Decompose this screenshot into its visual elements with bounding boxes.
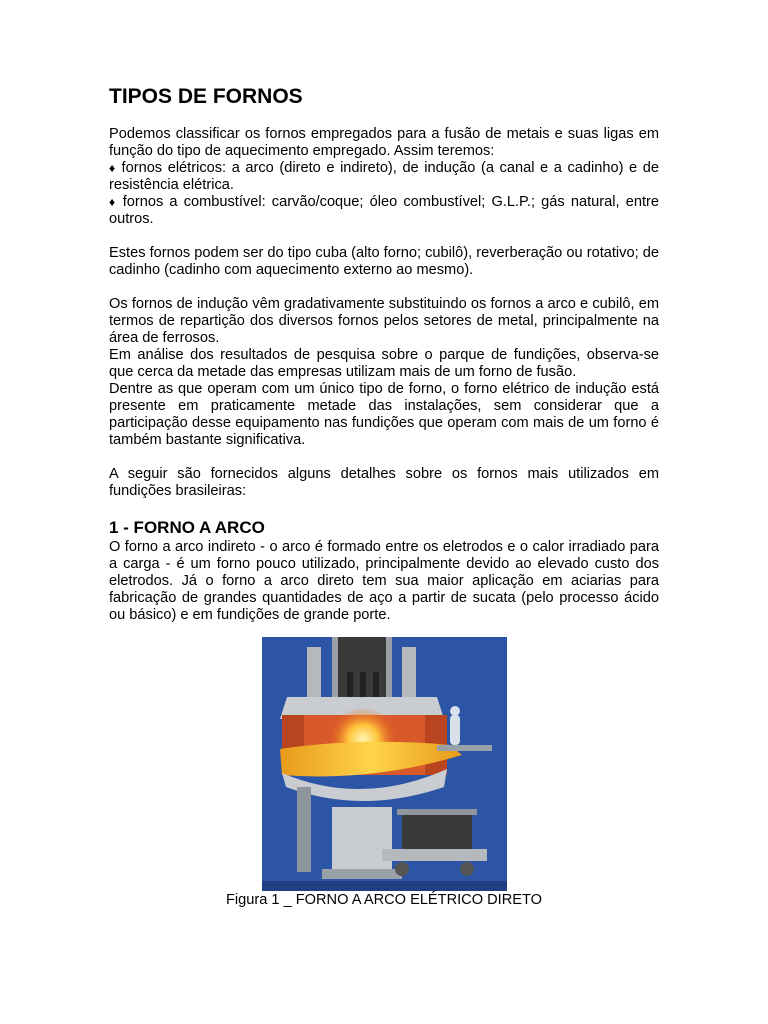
bullet-item [109,194,659,228]
bullet-text: fornos elétricos: a arco (direto e indireto), de indução (a canal e a cadinho) e de resistência elétrica. [109,160,659,193]
platform [437,745,492,751]
paragraph: A seguir são fornecidos alguns detalhes sobre os fornos mais utilizados em fundições brasileiras: [109,466,659,499]
electrode-rail [332,637,338,707]
paragraph: Em análise dos resultados de pesquisa sobre o parque de fundições, observa-se que cerca da metade das empresas utilizam mais de um forno de fusão. [109,347,659,380]
page-title: TIPOS DE FORNOS [109,85,303,108]
section-heading: 1 - FORNO A ARCO [109,518,265,537]
operator [450,715,460,745]
electrode-rail [386,637,392,707]
furnace-figure [262,637,507,891]
intro-block [109,126,659,228]
wheel [395,862,409,876]
ladle-car [382,849,487,861]
paragraph-group [109,296,659,449]
paragraph: Os fornos de indução vêm gradativamente substituindo os fornos a arco e cubilô, em termos de repartição dos diversos fornos pelos setores de metal, principalmente na área de ferrosos. [109,296,659,346]
section-body: O forno a arco indireto - o arco é formado entre os eletrodos e o calor irradiado para a carga - é um forno pouco utilizado, principalmente devido ao elevado custo dos eletrodos. Já o forno a arco direto tem sua maior aplicação em aciarias para fabricação de grandes quantidades de aço a partir de sucata (pelo processo ácido ou básico) e em fundições de grande porte. [109,539,659,623]
wheel [460,862,474,876]
left-column [307,647,321,702]
bullet-item [109,160,659,194]
ladle-rim [397,809,477,815]
ladle [402,812,472,852]
tilt-support [297,787,311,872]
figure-caption: Figura 1 _ FORNO A ARCO ELÉTRICO DIRETO [225,892,542,908]
document-page [109,84,659,624]
paragraph: Estes fornos podem ser do tipo cuba (alto forno; cubilô), reverberação ou rotativo; de cadinho (cadinho com aquecimento externo ao mesmo). [109,245,659,278]
pedestal [332,807,392,877]
operator-head [450,706,460,716]
intro-lead: Podemos classificar os fornos empregados para a fusão de metais e suas ligas em função do tipo de aquecimento empregado. Assim teremos: [109,126,659,159]
bullet-text: fornos a combustível: carvão/coque; óleo combustível; G.L.P.; gás natural, entre outros. [109,194,659,227]
paragraph: Dentre as que operam com um único tipo de forno, o forno elétrico de indução está presente em praticamente metade das instalações, sem considerar que a participação desse equipamento nas fundições que operam com mais de um forno é também bastante significativa. [109,381,659,448]
pedestal-base [322,869,402,879]
floor [262,881,507,891]
right-column [402,647,416,702]
